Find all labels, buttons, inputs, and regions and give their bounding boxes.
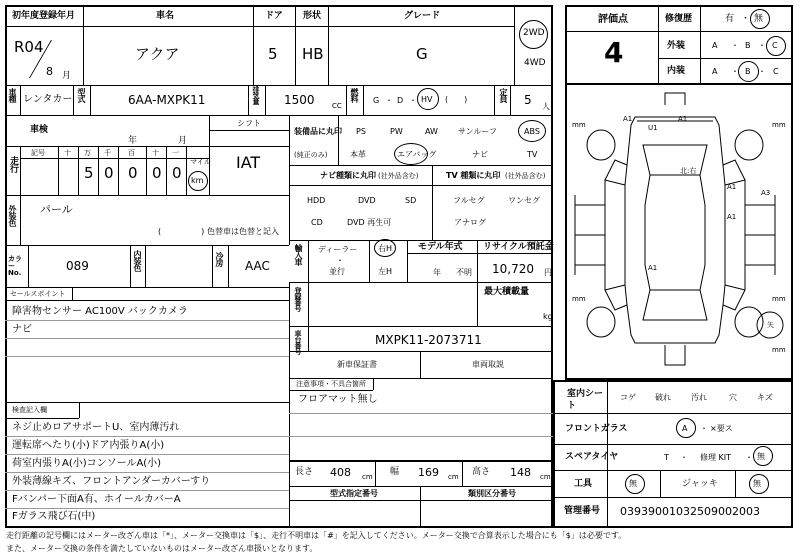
equip-pw: PW [390,127,403,136]
divider [510,85,511,115]
divider [660,470,661,497]
grade-header: グレード [404,11,441,21]
divider [289,378,553,379]
windshield-label: フロントガラス [565,424,628,434]
length-unit: cm [362,473,373,481]
notes-value: フロアマット無し [298,394,378,405]
kind-label: 車種 [8,88,17,102]
chassis-label: 車台番号 [294,330,302,354]
divider [289,240,553,241]
divider [5,300,289,301]
navi-dvd: DVD [358,196,376,205]
interior-color-label: 内装色 [133,250,142,271]
damage-kita: 北:右 [680,167,697,175]
check-line: 運転席へたり(小)ドア内張りA(小) [12,440,165,451]
fuel-hv: HV [421,95,433,104]
divider [5,320,289,321]
checks-label: 検査記入欄 [12,406,47,414]
divider [289,115,290,245]
divider [146,146,147,195]
door-header: ドア [265,11,283,21]
unit-ju-man: 十 [64,149,71,157]
kigo-label: 記号 [31,149,45,157]
import-dealer: ディーラー [318,245,358,254]
warranty-label: 新車保証書 [337,360,377,369]
unit-man: 万 [84,149,91,157]
seat-stain: 汚れ [691,393,707,402]
score-value: 4 [604,36,624,69]
divider [248,85,249,115]
interior-c: C [773,67,779,76]
equip-abs: ABS [524,127,540,136]
tools-none: 無 [629,479,637,488]
damage-a1-front-right: A1 [678,115,688,123]
width-unit: cm [448,473,459,481]
color-label: 外装色 [8,205,17,226]
exterior-b: B [745,41,751,50]
check-line: 荷室内張りA(小)コンソールA(小) [12,458,162,469]
fuel-label: 燃料 [350,88,359,102]
divider [78,146,79,195]
mm-label: mm [572,121,586,129]
divider [407,253,553,254]
divider [338,115,339,165]
drive-4wd: 4WD [524,58,546,68]
dot: ・ [385,96,393,105]
dot: ・ [731,67,739,76]
tools-label: 工具 [574,479,593,489]
manual-label: 車両取説 [472,360,504,369]
width-value: 169 [418,466,439,479]
exterior-color: パール [40,203,73,216]
shift-label: シフト [237,119,261,128]
divider [20,158,209,159]
exterior-c: C [772,41,778,50]
model-name: アクア [135,45,180,63]
divider [72,287,73,300]
divider [5,85,553,86]
equip-ps: PS [356,127,366,136]
dot: ・ [409,96,417,105]
model-designation-label: 型式指定番号 [330,489,378,498]
repair-yes: 有 [725,14,735,24]
navi-hdd: HDD [307,196,326,205]
divider [289,460,553,462]
divider [212,245,213,287]
model-year-unknown: 不明 [456,268,472,277]
divider [289,282,553,283]
divider [420,486,421,528]
mileage-digit: 0 [152,164,162,182]
divider [289,282,290,528]
mileage-label: 走行 [8,156,18,172]
divider [5,26,514,27]
damage-note: 矢 [767,321,774,329]
sales-point-line: 障害物センサー AC100V バックカメラ [12,306,188,317]
tv-fullseg: フルセグ [453,196,485,205]
divider [308,240,309,282]
body-shape: HB [302,45,324,63]
displacement-label: 排気量 [252,86,260,104]
divider [209,130,289,131]
divider [289,326,553,327]
divider [5,356,289,357]
divider [553,444,793,445]
divider [20,195,21,245]
divider [5,436,289,437]
interior-b: B [745,67,751,76]
type-label: 型式 [77,88,86,102]
divider [289,351,553,352]
divider [5,418,79,419]
divider [735,470,736,497]
divider [514,5,515,85]
check-line: Fガラス飛び石(中) [12,511,96,522]
divider [253,5,254,85]
recycle-unit: 円 [544,268,552,277]
tv-title: TV 種類に丸印 [446,171,501,180]
spare-t: T [664,453,669,462]
divider [73,85,74,115]
notes-label: 注意事項・不具合箇所 [296,380,366,388]
footer-note: また、メーター交換の条件を満たしていないものはメーター改ざん車扱いとなります。 [6,544,318,553]
interior-seat-label: 室内シート [567,389,604,411]
divider [658,5,659,85]
dot: ・ [731,41,739,50]
divider [5,195,289,196]
divider [494,85,495,115]
divider [186,146,187,195]
drive-2wd: 2WD [523,28,545,38]
divider [295,5,296,85]
footer-note: 走行距離の記号欄にはメーター改ざん車は「*」、メーター交換車は「$」、走行不明車は「#」を記入してください。メーター交換で合算表示した場合にも「$」は必要です。 [6,531,627,540]
divider [98,146,99,195]
divider [5,472,289,473]
divider [369,240,370,282]
right-hand: 右H [378,244,393,253]
damage-u1: U1 [648,124,658,132]
ac-value: AAC [245,259,270,273]
divider [5,490,289,491]
year-header: 初年度登録年月 [12,11,76,21]
max-load-unit: kg [543,312,553,321]
divider [308,282,309,351]
exterior-a: A [712,41,718,50]
chassis-number: MXPK11-2073711 [375,333,482,347]
equip-aw: AW [425,127,438,136]
first-reg-month: 8 [46,65,53,78]
divider [5,454,289,455]
displacement-unit: CC [332,102,342,110]
tv-oneseg: ワンセグ [508,196,540,205]
width-label: 幅 [390,467,400,477]
mile-unit: マイル [190,158,211,166]
divider [289,500,553,501]
shaken-year-unit: 年 [128,136,138,146]
divider [420,351,421,378]
first-reg-year: R04 [14,38,44,56]
equip-tv: TV [527,150,538,159]
divider [700,5,701,85]
divider [90,85,91,115]
month-unit: 月 [62,71,72,81]
divider [5,287,289,288]
divider [462,460,463,486]
length-value: 408 [330,466,351,479]
navi-sd: SD [405,196,417,205]
tv-note: (社外品含む) [505,172,546,180]
navi-cd: CD [311,218,323,227]
door-count: 5 [268,45,278,63]
divider [166,146,167,195]
mileage-digit: 0 [128,164,138,182]
divider [658,31,793,32]
divider [477,282,478,326]
model-year-label: モデル年式 [418,242,463,252]
equip-label-note: (純正のみ) [294,151,328,159]
dot: ・ [336,256,344,265]
seat-burn: コゲ [620,393,636,402]
class-number-label: 類別区分番号 [468,489,516,498]
mm-label: mm [772,346,786,354]
length-label: 長さ [295,467,314,477]
windshield-a: A [682,424,688,433]
shift-value: IAT [236,153,261,172]
model-header: 車名 [156,11,175,21]
mm-label: mm [772,121,786,129]
divider [553,413,793,414]
divider [209,115,210,195]
spare-kit: 修理 KIT [700,453,732,462]
left-hand: 左H [378,267,393,276]
divider [346,85,347,115]
damage-a1-right2: A1 [727,213,737,221]
interior-label: 内装 [667,66,686,76]
divider [565,31,658,32]
seat-hole: 穴 [729,393,737,402]
import-label: 輸入車 [294,244,303,265]
max-load-label: 最大積載量 [484,287,530,297]
height-unit: cm [540,473,551,481]
divider [289,486,553,487]
km-unit: km [191,176,204,185]
divider [79,402,80,418]
mileage-digit: 0 [172,164,182,182]
windshield-x: ×要ス [710,424,733,433]
divider [5,508,289,509]
divider [553,497,793,498]
divider [363,85,364,115]
displacement: 1500 [284,93,315,107]
height-label: 高さ [472,467,491,477]
recycle-deposit: 10,720 [492,262,534,276]
divider [289,413,553,414]
ac-label: 冷房 [215,252,224,266]
capacity-label: 定員 [499,88,508,102]
divider [145,245,146,287]
divider [28,245,29,287]
jack-none: 無 [753,479,761,488]
divider [265,85,266,115]
height-value: 148 [510,466,531,479]
divider [553,470,793,471]
dot: ・ [745,453,753,462]
divider [328,5,329,85]
sales-point-line: ナビ [12,324,32,335]
shape-header: 形状 [303,11,322,21]
unit-ju: 十 [152,149,159,157]
shaken-label: 車検 [30,125,49,135]
spare-tire-label: スペアタイヤ [565,452,619,462]
unit-ichi: 一 [172,149,179,157]
divider [83,5,84,85]
unit-sen: 千 [104,149,111,157]
divider [5,245,289,246]
divider [289,436,553,437]
recycle-label: リサイクル預託金 [483,242,554,252]
fuel-g: G [373,96,380,105]
exterior-label: 外装 [667,41,686,51]
color-change-note: 色替車は色替と記入 [207,227,279,236]
seat-tear: 破れ [655,393,671,402]
fuel-d: D [397,96,404,105]
unit-hyaku: 百 [128,149,135,157]
divider [477,240,478,282]
mgmt-label: 管理番号 [564,506,601,516]
capacity: 5 [524,93,532,107]
seat-scratch: キズ [757,393,773,402]
fuel-other: ( ) [445,95,468,104]
divider [432,165,433,240]
mgmt-number: 03939001032509002003 [620,505,760,518]
dot: ・ [680,453,688,462]
spare-none: 無 [757,452,765,461]
color-note-paren: ( ) [158,227,205,236]
equip-leather: 本革 [350,150,366,159]
divider [20,85,21,115]
interior-a: A [712,67,718,76]
repair-no: 無 [754,14,764,24]
divider [407,240,408,282]
divider [5,338,289,339]
dot: ・ [700,424,708,433]
import-parallel: 並行 [329,267,345,276]
reg-no-label: 登録番号 [294,287,302,311]
damage-a1-rear: A1 [648,264,658,272]
divider [5,146,289,147]
check-line: Fバンパー下面A有、ホイールカバーA [12,494,181,505]
sales-point-label: セールスポイント [10,290,66,298]
car-diagram [565,85,793,380]
equip-navi: ナビ [472,150,488,159]
color-number: 089 [66,259,89,273]
repair-label: 修復歴 [665,14,693,24]
dot: ・ [741,14,751,24]
divider [658,58,793,59]
damage-a1-front: A1 [623,115,633,123]
check-line: 外装薄線キズ、フロントアンダーカバーすり [12,476,211,487]
divider [373,378,374,390]
check-line: ネジ止めロアサポートU、室内薄汚れ [12,422,180,433]
mileage-digit: 5 [84,164,94,182]
divider [289,185,553,186]
model-type: 6AA-MXPK11 [128,93,206,107]
mm-label: mm [772,295,786,303]
divider [375,460,376,486]
divider [118,146,119,195]
divider [289,390,373,391]
damage-a3: A3 [761,189,771,197]
dot: ・ [758,41,766,50]
navi-note: (社外品含む) [378,172,419,180]
divider [5,115,553,116]
mm-label: mm [572,295,586,303]
tv-analog: アナログ [454,218,486,227]
divider [20,146,21,195]
model-year-unit: 年 [433,268,441,277]
divider [289,165,553,166]
damage-a1-right: A1 [727,183,737,191]
divider [228,245,229,287]
divider [130,245,131,287]
divider [5,402,289,403]
divider [58,146,59,195]
vehicle-kind: レンタカー [23,94,73,105]
equip-airbag: エアバッグ [397,150,437,159]
shaken-month-unit: 月 [178,136,188,146]
capacity-unit: 人 [542,102,550,111]
mileage-digit: 0 [104,164,114,182]
grade-value: G [416,45,428,63]
equip-sunroof: サンルーフ [458,127,497,136]
navi-dvd-play: DVD 再生可 [347,218,392,227]
navi-title: ナビ種類に丸印 [320,171,376,180]
equip-label: 装備品に丸印 [294,127,342,136]
color-no-label: カラーNo. [8,255,22,277]
score-label: 評価点 [598,14,628,25]
dot: ・ [758,67,766,76]
jack-label: ジャッキ [682,479,718,489]
